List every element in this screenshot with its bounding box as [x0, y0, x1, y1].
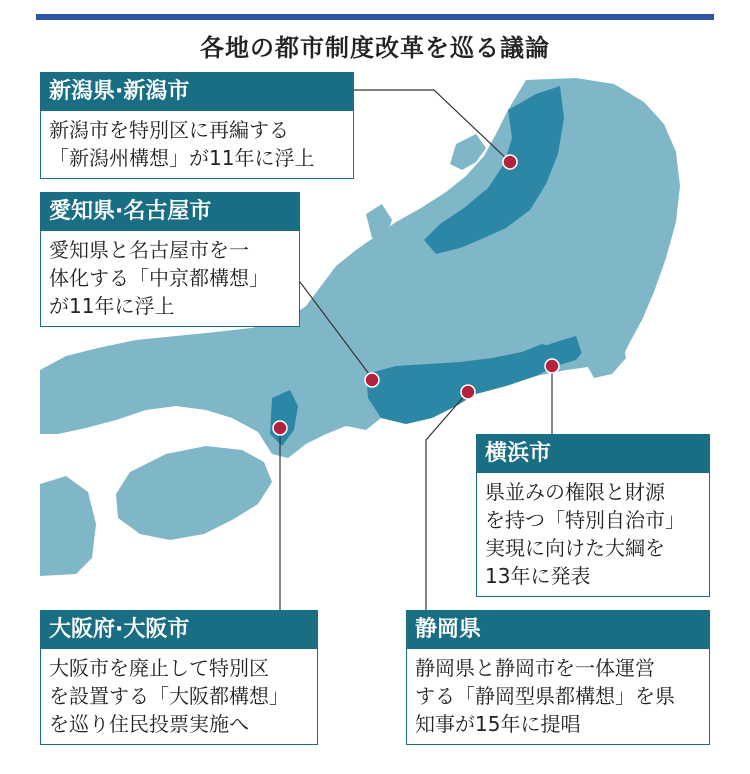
- leader-shizuoka: [426, 394, 466, 610]
- callout-aichi: [40, 192, 300, 327]
- boso-peninsula: [576, 330, 626, 378]
- callout-osaka-line: 大阪市を廃止して特別区: [49, 656, 269, 680]
- callout-aichi-header: 愛知県·名古屋市: [41, 193, 299, 231]
- marker-yokohama: [545, 359, 559, 373]
- callout-niigata-line: 新潟市を特別区に再編する: [49, 118, 289, 142]
- shikoku-island: [116, 446, 272, 540]
- callout-niigata: [40, 72, 354, 179]
- callout-shizuoka: [406, 610, 710, 745]
- callout-yokohama: [476, 434, 710, 597]
- map-title: 各地の都市制度改革を巡る議論: [200, 34, 550, 62]
- callout-aichi-body: [41, 231, 299, 326]
- callout-aichi-line: 体化する「中京都構想」: [49, 266, 269, 290]
- callout-niigata-body: [41, 111, 353, 178]
- marker-aichi: [365, 373, 379, 387]
- callout-osaka: [40, 610, 318, 745]
- callout-yokohama-line: を持つ「特別自治市」: [485, 508, 685, 532]
- callout-niigata-line: 「新潟州構想」が11年に浮上: [49, 146, 315, 170]
- callout-shizuoka-line: する「静岡型県都構想」を県: [415, 684, 675, 708]
- callout-shizuoka-body: [407, 649, 709, 744]
- callout-osaka-line: を巡り住民投票実施へ: [49, 712, 249, 736]
- callout-yokohama-line: 県並みの権限と財源: [485, 480, 665, 504]
- callout-osaka-line: を設置する「大阪都構想」: [49, 684, 289, 708]
- callout-osaka-header: 大阪府·大阪市: [41, 611, 317, 649]
- kyushu-island: [40, 476, 96, 576]
- marker-shizuoka: [461, 385, 475, 399]
- callout-yokohama-line: 13年に発表: [485, 564, 591, 588]
- callout-osaka-body: [41, 649, 317, 744]
- callout-yokohama-header: 横浜市: [477, 435, 709, 473]
- callout-shizuoka-line: 静岡県と静岡市を一体運営: [415, 656, 655, 680]
- callout-shizuoka-header: 静岡県: [407, 611, 709, 649]
- callout-yokohama-line: 実現に向けた大綱を: [485, 536, 665, 560]
- callout-aichi-line: が11年に浮上: [49, 294, 175, 318]
- callout-aichi-line: 愛知県と名古屋市を一: [49, 238, 249, 262]
- callout-niigata-header: 新潟県·新潟市: [41, 73, 353, 111]
- leader-niigata: [354, 90, 510, 162]
- callout-shizuoka-line: 知事が15年に提唱: [415, 712, 581, 736]
- marker-niigata: [503, 155, 517, 169]
- marker-osaka: [273, 421, 287, 435]
- callout-yokohama-body: [477, 473, 709, 596]
- infographic-frame: [36, 14, 714, 760]
